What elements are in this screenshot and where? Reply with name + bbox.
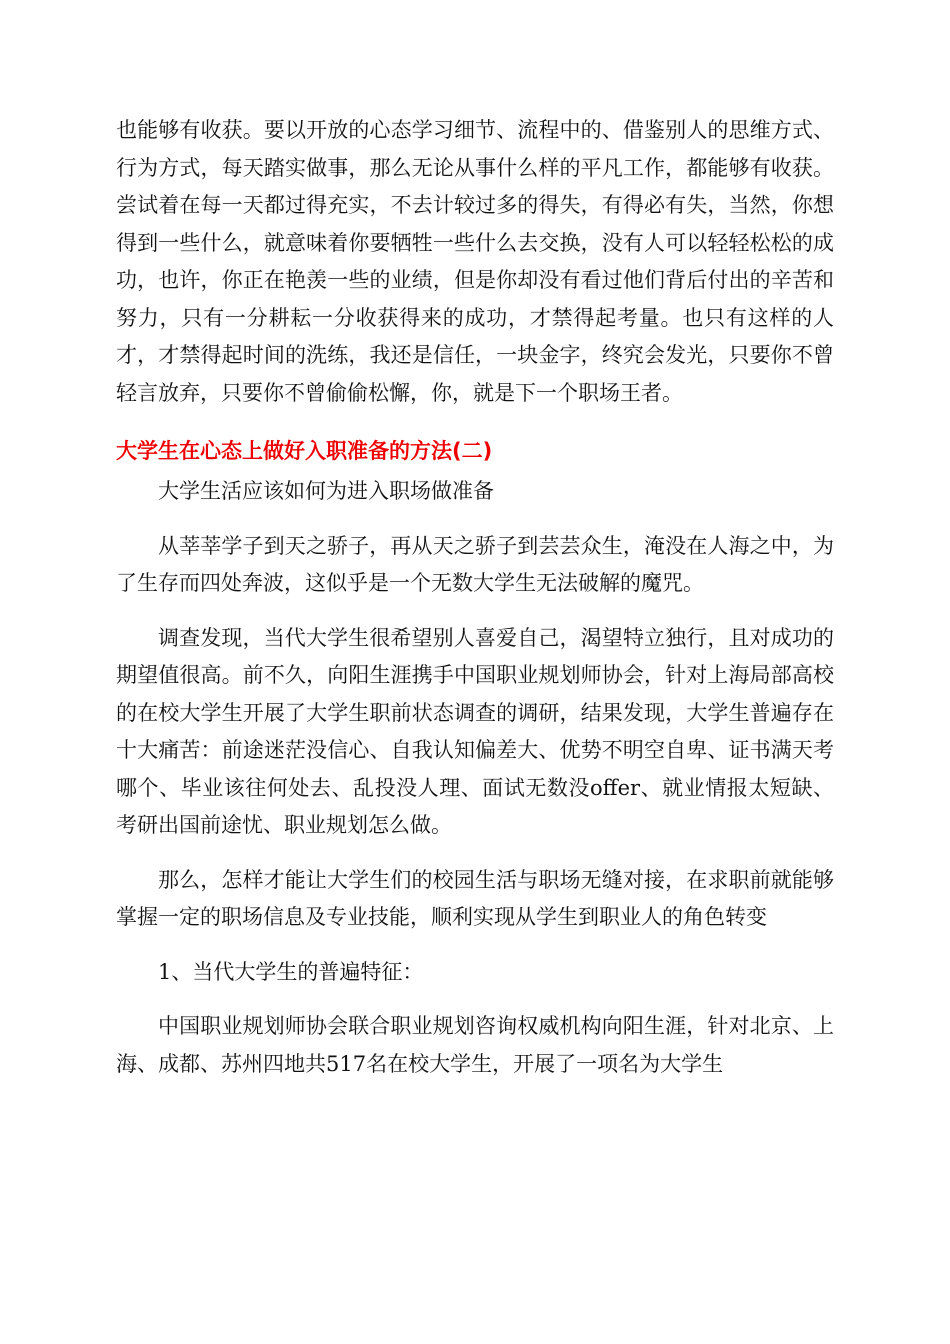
document-page: [116, 112, 834, 1083]
section-heading: 大学生在心态上做好入职准备的方法(二): [116, 439, 493, 463]
list-heading-1: 1、当代大学生的普遍特征：: [158, 959, 424, 984]
body-paragraph-1: 从莘莘学子到天之骄子，再从天之骄子到芸芸众生，淹没在人海之中，为了生存而四处奔波，这似乎是一个无数大学生无法破解的魔咒。: [116, 533, 834, 595]
section-subtitle: 大学生活应该如何为进入职场做准备: [158, 479, 494, 503]
body-paragraph-3: 那么，怎样才能让大学生们的校园生活与职场无缝对接，在求职前就能够掌握一定的职场信息及专业技能，顺利实现从学生到职业人的角色转变: [116, 867, 834, 929]
body-paragraph-4: 中国职业规划师协会联合职业规划咨询权威机构向阳生涯，针对北京、上海、成都、苏州四地共517名在校大学生，开展了一项名为大学生: [116, 1014, 834, 1076]
body-paragraph-2: 调查发现，当代大学生很希望别人喜爱自己，渴望特立独行，且对成功的期望值很高。前不久，向阳生涯携手中国职业规划师协会，针对上海局部高校的在校大学生开展了大学生职前状态调查的调研，结果发现，大学生普遍存在十大痛苦：前途迷茫没信心、自我认知偏差大、优势不明空自卑、证书满天考哪个、毕业该往何处去、乱投没人理、面试无数没offer、就业情报太短缺、考研出国前途忧、职业规划怎么做。: [116, 625, 834, 837]
body-paragraph-continued: 也能够有收获。要以开放的心态学习细节、流程中的、借鉴别人的思维方式、行为方式，每天踏实做事，那么无论从事什么样的平凡工作，都能够有收获。尝试着在每一天都过得充实，不去计较过多的得失，有得必有失，当然，你想得到一些什么，就意味着你要牺牲一些什么去交换，没有人可以轻轻松松的成功，也许，你正在艳羡一些的业绩，但是你却没有看过他们背后付出的辛苦和努力，只有一分耕耘一分收获得来的成功，才禁得起考量。也只有这样的人才，才禁得起时间的洗练，我还是信任，一块金字，终究会发光，只要你不曾轻言放弃，只要你不曾偷偷松懈，你，就是下一个职场王者。: [116, 118, 834, 405]
